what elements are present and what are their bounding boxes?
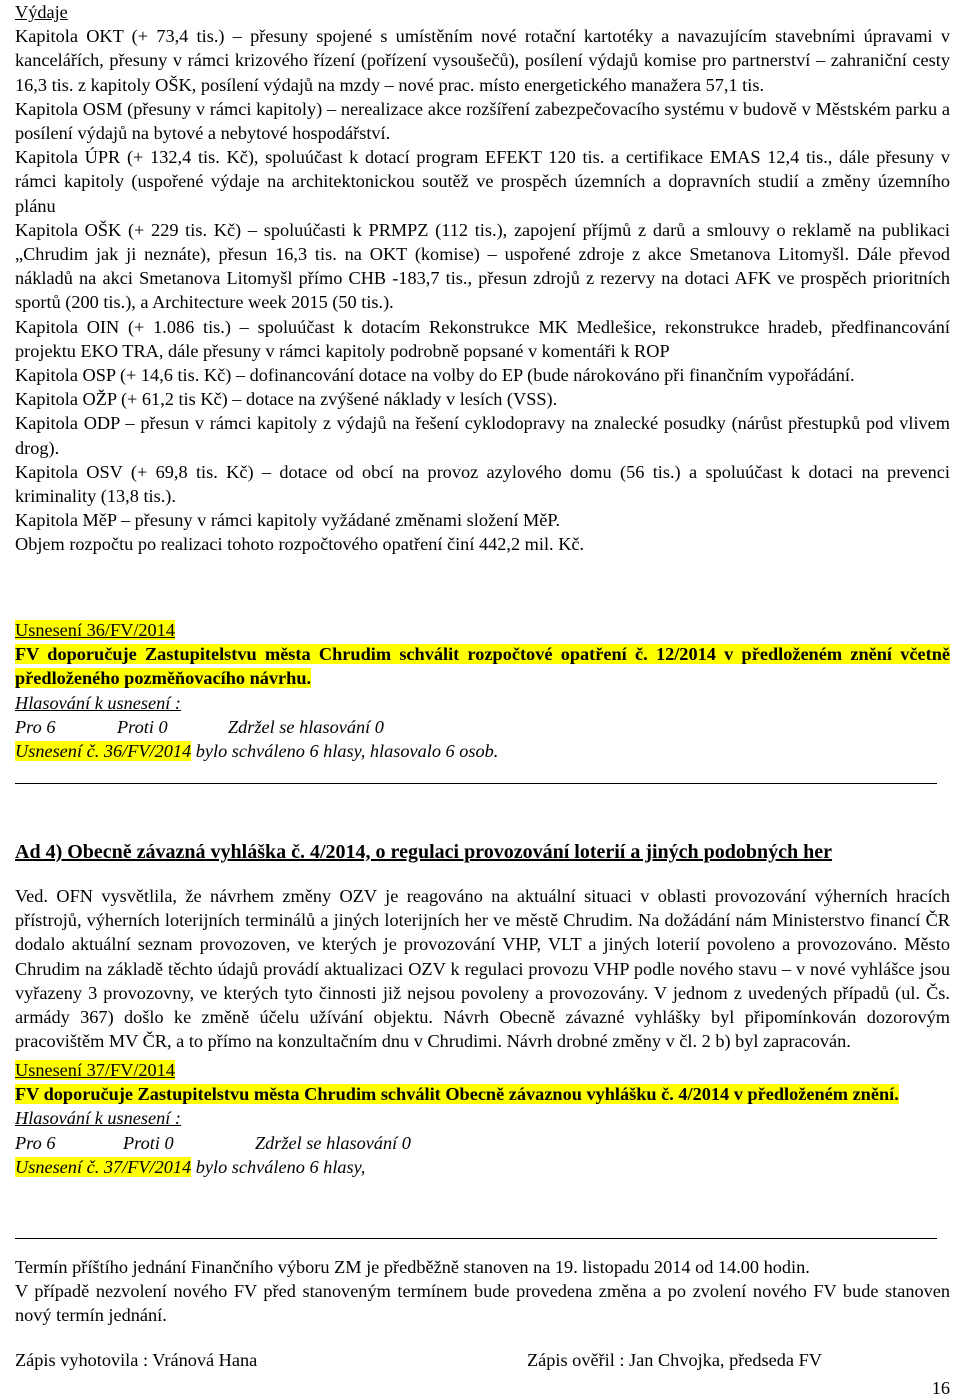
- item-heading: Ad 4) Obecně závazná vyhláška č. 4/2014, o regulaci provozování loterií a jiných podobných her: [15, 841, 833, 863]
- next-meeting: Termín příštího jednání Finančního výboru ZM je předběžně stanoven na 19. listopadu 2014 od 14.00 hodin.: [15, 1257, 810, 1277]
- paragraph-odp: Kapitola ODP – přesun v rámci kapitoly z výdajů na řešení cyklodopravy na znalecké posudky (nárůst přestupků pod vlivem drog).: [15, 413, 950, 458]
- paragraph-mep: Kapitola MěP – přesuny v rámci kapitoly vyžádané změnami složení MěP.: [15, 510, 561, 531]
- vote-abstain: Zdržel se hlasování 0: [255, 1132, 411, 1153]
- paragraph-oin: Kapitola OIN (+ 1.086 tis.) – spoluúčast k dotacím Rekonstrukce MK Medlešice, rekonstrukce hradeb, předfinancování projektu EKO TRA, dále přesuny v rámci kapitoly podrobně popsané v komentáři k ROP: [15, 316, 950, 361]
- vote-pro: Pro 6: [15, 1132, 56, 1153]
- paragraph-osm: Kapitola OSM (přesuny v rámci kapitoly) – nerealizace akce rozšíření zabezpečovacího systému v budově v Městském parku a posílení výdajů na bytové a nebytové hospodářství.: [15, 98, 950, 144]
- result-ref: Usnesení č. 37/FV/2014: [15, 1156, 192, 1177]
- paragraph-osp: Kapitola OSP (+ 14,6 tis. Kč) – dofinancování dotace na volby do EP (bude nárokováno při finančním vypořádání.: [15, 365, 855, 386]
- divider: [15, 1238, 937, 1239]
- paragraph-upr: Kapitola ÚPR (+ 132,4 tis. Kč), spoluúčast k dotací program EFEKT 120 tis. a certifikace EMAS 12,4 tis., dále přesuny v rámci kapitoly (uspořené výdaje na architektonickou soutěž ve prospěch územních a dopravních studií a změny územního plánu: [15, 147, 950, 216]
- item-text: Ved. OFN vysvětlila, že návrhem změny OZV je reagováno na aktuální situaci v oblasti provozování výherních hracích přístrojů, výherních loterijních terminálů a jiných loterijních her ve městě Chrudim. Na dožádání nám Ministerstvo financí ČR dodalo aktuální seznam provozoven, ve kterých je provozování VHP, VLT a jiných loterií povoleno a provozováno. Město Chrudim na základě těchto údajů provádí aktualizaci OZV k regulaci provozu VHP podle nového stavu – v nové vyhlášce jsou vyřazeny 3 provozovny, ve kterých tyto činnosti již nejsou povoleny a provozovány. V jednom z uvedených případů (ul. Čs. armády 367) došlo ke změně účelu užívání objektu. Návrh Obecně závazné vyhlášky byl připomínkován dozorovým pracovištěm MV ČR, a to přímo na konzultačním dnu v Chrudimi. Návrh drobné změny v čl. 2 b) byl zapracován.: [15, 886, 950, 1052]
- result-text: bylo schváleno 6 hlasy, hlasovalo 6 osob.: [191, 741, 499, 762]
- paragraph-osv: Kapitola OSV (+ 69,8 tis. Kč) – dotace od obcí na provoz azylového domu (56 tis.) a spoluúčast k dotaci na prevenci kriminality (13,8 tis.).: [15, 461, 950, 507]
- resolution-title: Usnesení 37/FV/2014: [15, 1060, 175, 1080]
- resolution-36: [15, 618, 950, 763]
- vote-label: Hlasování k usnesení :: [15, 1108, 182, 1129]
- vote-label: Hlasování k usnesení :: [15, 692, 182, 713]
- vote-proti: Proti 0: [123, 1132, 174, 1153]
- resolution-title: Usnesení 36/FV/2014: [15, 620, 175, 640]
- footer-author: Zápis vyhotovila : Vránová Hana: [15, 1350, 258, 1370]
- resolution-text: FV doporučuje Zastupitelstvu města Chrudim schválit rozpočtové opatření č. 12/2014 v předloženém znění včetně předloženého pozměňovacího návrhu.: [15, 644, 950, 689]
- paragraph-ozp: Kapitola OŽP (+ 61,2 tis Kč) – dotace na zvýšené náklady v lesích (VSS).: [15, 389, 558, 410]
- divider: [15, 783, 937, 784]
- vote-pro: Pro 6: [15, 716, 56, 737]
- paragraph-osk: Kapitola OŠK (+ 229 tis. Kč) – spoluúčasti k PRMPZ (112 tis.), zapojení příjmů z darů a smlouvy o reklamě na publikaci „Chrudim jak ji neznáte), přesun 16,3 tis. na OKT (komise) – uspořené zdroje z akce Smetanova Litomyšl. Dále převod nákladů na akci Smetanova Litomyšl přímo CHB -183,7 tis., přesun zdrojů z rezervy na dotaci AFK ve prospěch prioritních sportů (200 tis.), a Architecture week 2015 (50 tis.).: [15, 219, 950, 313]
- next-meeting-note: V případě nezvolení nového FV před stanoveným termínem bude provedena změna a po zvolení nového FV bude stanoven nový termín jednání.: [15, 1281, 950, 1326]
- paragraph-budget-total: Objem rozpočtu po realizaci tohoto rozpočtového opatření činí 442,2 mil. Kč.: [15, 534, 585, 555]
- paragraph-okt: Kapitola OKT (+ 73,4 tis.) – přesuny spojené s umístěním nové rotační kartotéky a navazujícím stavebními úpravami v kancelářích, přesuny v rámci krizového řízení (pořízení vysoušečů), posílení výdajů komise pro partnerství – zahraniční cesty 16,3 tis. z kapitoly OŠK, posílení výdajů na mzdy – nové prac. místo energetického manažera 57,1 tis.: [15, 26, 950, 95]
- vote-abstain: Zdržel se hlasování 0: [228, 716, 384, 737]
- vote-proti: Proti 0: [117, 716, 168, 737]
- closing-section: [15, 1255, 950, 1328]
- budget-section: [15, 0, 950, 557]
- result-text: bylo schváleno 6 hlasy,: [191, 1156, 366, 1177]
- footer-verifier: Zápis ověřil : Jan Chvojka, předseda FV: [527, 1350, 822, 1370]
- result-ref: Usnesení č. 36/FV/2014: [15, 741, 192, 762]
- resolution-text: FV doporučuje Zastupitelstvu města Chrudim schválit Obecně závaznou vyhlášku č. 4/2014 v předloženém znění.: [15, 1084, 899, 1105]
- item-4: [15, 820, 950, 1053]
- resolution-37: [15, 1058, 950, 1179]
- page-number: 16: [931, 1378, 950, 1398]
- section-heading-expenses: Výdaje: [15, 2, 68, 22]
